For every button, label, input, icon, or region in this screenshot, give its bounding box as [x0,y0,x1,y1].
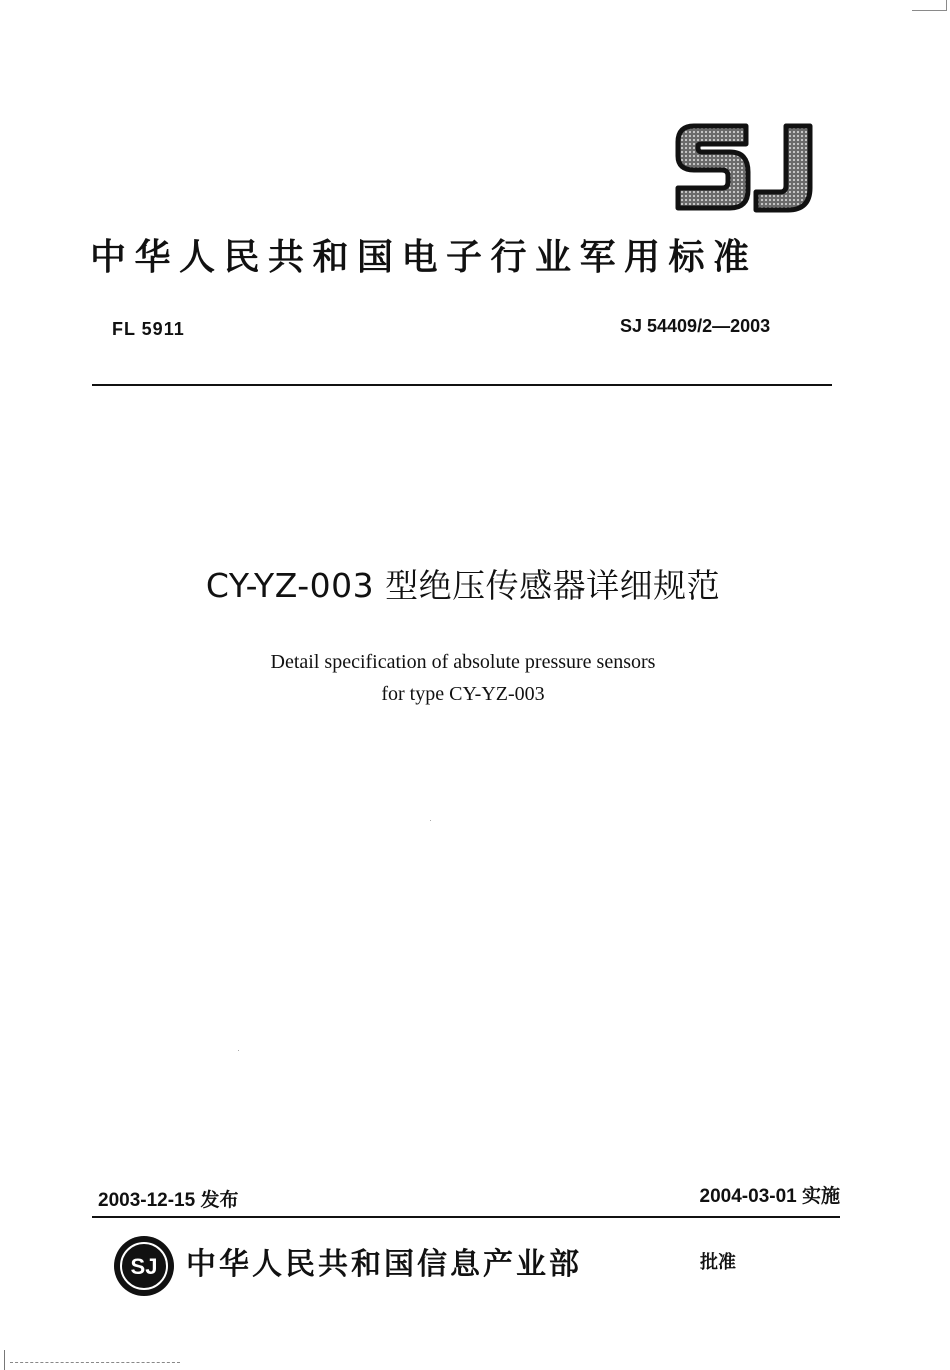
standard-number: SJ 54409/2—2003 [620,316,771,336]
issuing-ministry: 中华人民共和国信息产业部 [186,1247,582,1282]
crop-mark-bottom-left-vertical [4,1350,5,1370]
document-title-en-line-2: for type CY-YZ-003 [381,683,545,705]
crop-mark-bottom-left-horizontal [10,1362,180,1363]
document-title-en [0,646,926,710]
footer-divider [92,1216,840,1218]
approval-label: 批准 [700,1252,736,1273]
sj-standard-logo-icon [672,118,822,218]
ministry-seal-logo-icon [112,1234,176,1298]
document-title-cn: CY-YZ-003 型绝压传感器详细规范 [205,566,721,605]
scan-speck [430,820,431,821]
issue-date: 2003-12-15 发布 [98,1190,239,1211]
crop-mark-top-right [912,0,947,11]
classification-code: FL 5911 [112,319,185,339]
ministry-logo-text: SJ [130,1254,158,1279]
scan-speck [238,1050,239,1051]
document-title-en-line-1: Detail specification of absolute pressure sensors [270,651,656,673]
standard-category-title: 中华人民共和国电子行业军用标准 [90,237,758,278]
implementation-date: 2004-03-01 实施 [699,1186,840,1207]
header-divider [92,384,832,386]
